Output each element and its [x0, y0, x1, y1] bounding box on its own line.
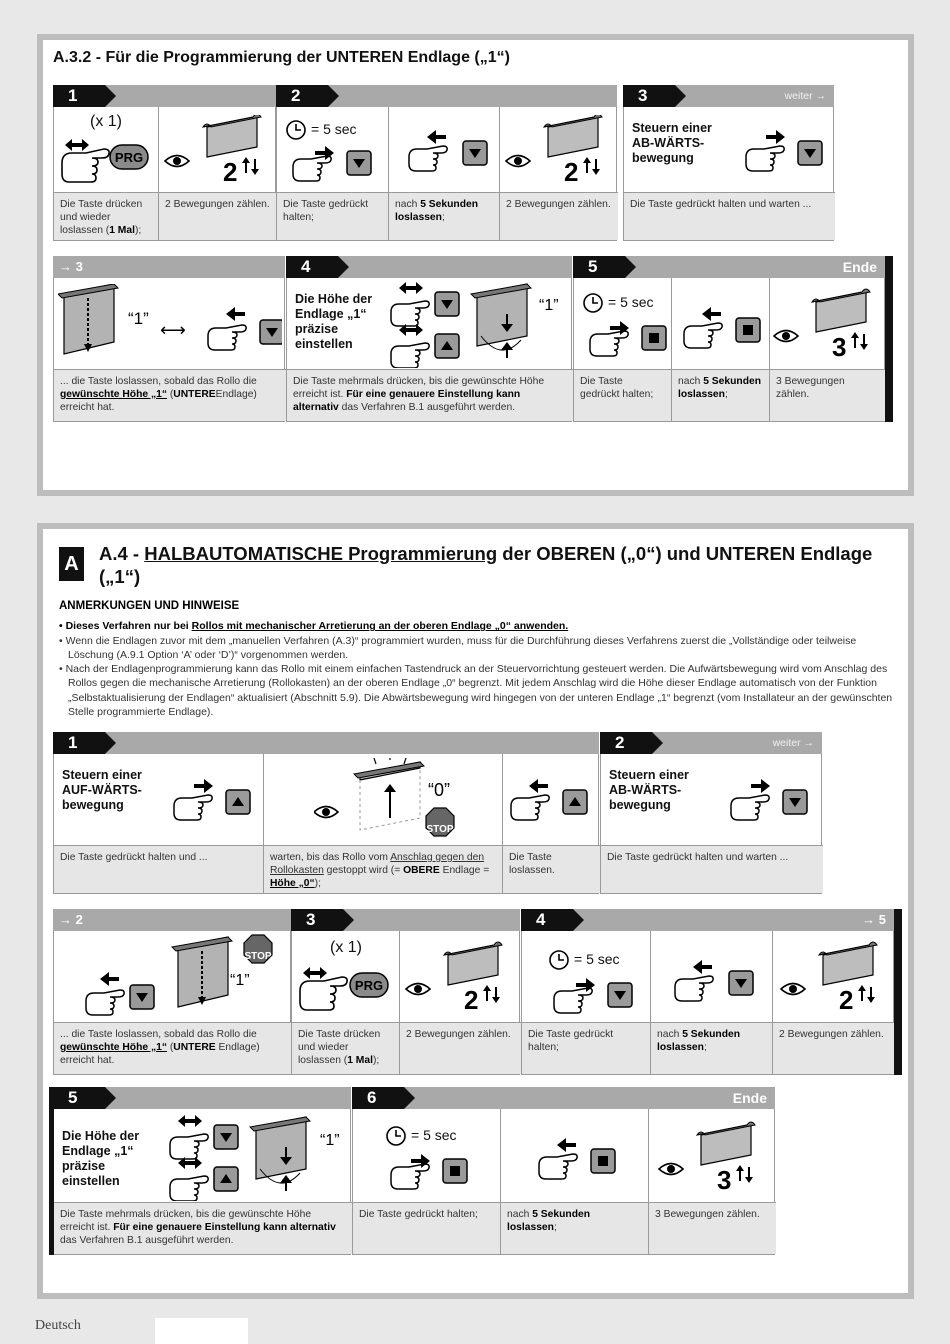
svg-text:STOP: STOP	[426, 824, 454, 835]
svg-text:2: 2	[564, 157, 579, 187]
note-item: • Wenn die Endlagen zuvor mit dem „manuellen Verfahren (A.3)“ programmiert wurden, muss für die Durchführung dieses Verfahrens zuerst die „Vollständige oder teilweise Löschung (A.9.1 Option ‘A’ oder ‘D’)“ vorgenommen werden.	[59, 634, 857, 661]
notes-heading: ANMERKUNGEN UND HINWEISE	[59, 600, 240, 612]
press-prg-icon	[54, 107, 158, 193]
step-number: 5	[573, 256, 625, 278]
continue-flag: → 3	[59, 259, 83, 274]
clock-icon	[385, 1125, 407, 1147]
press-up-icon: Steuern einer AUF-WÄRTS-bewegung	[54, 754, 263, 846]
svg-text:“1”: “1”	[320, 1132, 340, 1149]
step-2-continue-block: → 2 STOP “1” ... die Taste loslassen, sobald das Rollo die gewünschte Höhe „1“ (UNTERE Endlage) erreicht hat.	[53, 909, 291, 1075]
press-down-icon	[624, 107, 835, 193]
section-title: A.3.2 - Für die Programmierung der UNTEREN Endlage („1“)	[53, 49, 510, 66]
press-prg-icon	[298, 961, 396, 1017]
step-caption: 2 Bewegungen zählen.	[159, 192, 277, 240]
step-number: 2	[276, 85, 328, 107]
svg-text:2: 2	[839, 985, 854, 1015]
release-stop-icon	[682, 306, 768, 356]
section-title: A.4 - HALBAUTOMATISCHE Programmierung der OBEREN („0“) und UNTEREN Endlage („1“)	[99, 543, 873, 587]
svg-text:“1”: “1”	[230, 972, 250, 989]
step-cell	[158, 107, 277, 240]
step-cell: 2 2 Bewegungen zählen.	[499, 107, 618, 240]
release-down-icon	[673, 959, 763, 1009]
notes-section	[59, 599, 896, 719]
blind-down-release-icon	[54, 278, 286, 370]
release-down-blind-stop-icon	[84, 933, 290, 1021]
section-letter-badge: A	[59, 547, 84, 581]
clock-press-down-icon	[277, 107, 388, 193]
press-down-icon: Steuern einer AB-WÄRTS-bewegung	[601, 754, 823, 846]
section-edge-bar	[885, 256, 893, 422]
svg-text:3: 3	[832, 332, 847, 362]
clock-icon	[548, 949, 570, 971]
note-item: • Nach der Endlagenprogrammierung kann das Rollo mit einem einfachen Tastendruck an der Steuervorrichtung gesteuert werden. Die Aufwärtsbewegung wird vom Anschlag des Rollos gegen die mechanische Arretierung (Rollokasten) an der oberen Endlage „0“ begrenzt. Mit jedem Anschlag wird die Höhe dieser Endlage automatisch von der Funktion „Selbstaktualisierung der Endlagen“ aktualisiert (Abschnitt 5.9). Die Abwärtsbewegung wird hingegen von der unteren Endlage „1“ begrenzt (vom Installateur an der gewünschten Stelle programmierte Endlage).	[59, 663, 893, 719]
svg-text:PRG: PRG	[354, 978, 384, 993]
fine-adjust-icon: Die Höhe der Endlage „1“ präzise einstellen “1”	[54, 1109, 352, 1203]
step-number: 4	[521, 909, 573, 931]
section-a32-panel	[37, 34, 914, 496]
step-4-block: 4 → 5 = 5 sec Die Taste gedrückt halten; nach 5 Sekunden loslassen; 2 2 Bewegungen zählen.	[521, 909, 894, 1075]
step-number: 3	[291, 909, 343, 931]
eye-blind-icon	[404, 941, 516, 1019]
instruction-text: Steuern einer AB-WÄRTS-bewegung	[632, 121, 712, 165]
step-number: 4	[286, 256, 338, 278]
release-up-icon	[509, 778, 597, 828]
step-5-block: 5 Die Höhe der Endlage „1“ präzise einstellen “1” Die Taste mehrmals drücken, bis die gewünschte Höhe erreicht ist. Für eine genauere Einstellung kann alternativ das Verfahren B.1 ausgeführt werden.	[53, 1087, 351, 1255]
svg-text:“1”: “1”	[128, 309, 149, 328]
svg-text:STOP: STOP	[244, 951, 272, 962]
release-down-icon	[407, 129, 497, 179]
step-number: 1	[53, 732, 105, 754]
step-3-continue-block: → 3 “1” ⟷ ... die Taste loslassen, sobald das Rollo die gewünschte Höhe „1“ (UNTEREEndlage) erreicht hat.	[53, 256, 285, 422]
svg-text:⟷: ⟷	[160, 320, 186, 341]
step-number: 3	[623, 85, 675, 107]
eye-blind-icon	[504, 115, 616, 189]
step-number: 5	[53, 1087, 105, 1109]
eye-blind-icon	[657, 1119, 769, 1199]
svg-text:3: 3	[717, 1165, 732, 1195]
note-item: • Dieses Verfahren nur bei Rollos mit mechanischer Arretierung an der oberen Endlage „0“ anwenden.	[59, 620, 569, 633]
svg-text:“0”: “0”	[428, 780, 450, 800]
step-1-block	[53, 85, 276, 241]
press-stop-icon	[389, 1153, 475, 1197]
clock-press-stop-icon: = 5 sec	[574, 278, 671, 370]
section-a4-panel	[37, 523, 914, 1299]
step-number: 2	[600, 732, 652, 754]
step-caption: Die Taste drücken und wieder loslassen (1 Mal);	[54, 192, 158, 240]
weiter-flag: weiter →	[784, 90, 826, 102]
step-cell	[54, 107, 158, 240]
step-2-block: 2 weiter → Steuern einer AB-WÄRTS-bewegung Die Taste gedrückt halten und warten ...	[600, 732, 822, 894]
fine-adjust-icon: Die Höhe der Endlage „1“ präzise einstellen “1”	[287, 278, 573, 370]
step-3-block: 3 (x 1) PRG Die Taste drücken und wieder loslassen (1 Mal); 2 2 Bewegungen zählen.	[291, 909, 520, 1075]
release-stop-icon	[537, 1137, 623, 1187]
repeat-label: (x 1)	[90, 113, 122, 130]
prg-button-label: PRG	[114, 150, 144, 165]
footer-blank-box	[155, 1318, 248, 1344]
step-cell: nach 5 Sekunden loslassen;	[388, 107, 499, 240]
step-5-block: 5 Ende = 5 sec Die Taste gedrückt halten; nach 5 Sekunden loslassen; 3 3 Bewegungen zählen.	[573, 256, 885, 422]
step-1-block: 1 Steuern einer AUF-WÄRTS-bewegung Die Taste gedrückt halten und ... “0” STOP warten, bis das Rollo vom Anschlag gegen den Rollokasten gestoppt wird (= OBERE Endlage = Höhe „0“); Die Taste loslassen.	[53, 732, 599, 894]
step-number: 1	[53, 85, 105, 107]
svg-text:2: 2	[223, 157, 238, 187]
press-down-icon	[552, 977, 642, 1021]
step-4-block: 4 Die Höhe der Endlage „1“ präzise einstellen “1” Die Taste mehrmals drücken, bis die gewünschte Höhe erreicht ist. Für eine genauere Einstellung kann alternativ das Verfahren B.1 ausgeführt werden.	[286, 256, 572, 422]
svg-text:“1”: “1”	[539, 297, 559, 314]
step-3-block: 3 weiter → Steuern einer AB-WÄRTS-bewegung Die Taste gedrückt halten und warten ...	[623, 85, 834, 241]
step-2-block	[276, 85, 617, 241]
step-number: 6	[352, 1087, 404, 1109]
end-flag: Ende	[842, 259, 877, 275]
eye-blind-icon	[163, 115, 275, 189]
eye-blind-icon	[779, 941, 891, 1019]
step-cell: = 5 sec Die Taste gedrückt halten;	[277, 107, 388, 240]
eye-blind-icon	[772, 286, 884, 366]
svg-text:2: 2	[464, 985, 479, 1015]
eye-blind-up-stop-icon	[314, 758, 494, 844]
step-6-block: 6 Ende = 5 sec Die Taste gedrückt halten; nach 5 Sekunden loslassen; 3 3 Bewegungen zählen.	[352, 1087, 775, 1255]
time-label: = 5 sec	[311, 121, 357, 137]
footer-brand: Deutsch	[35, 1318, 81, 1333]
